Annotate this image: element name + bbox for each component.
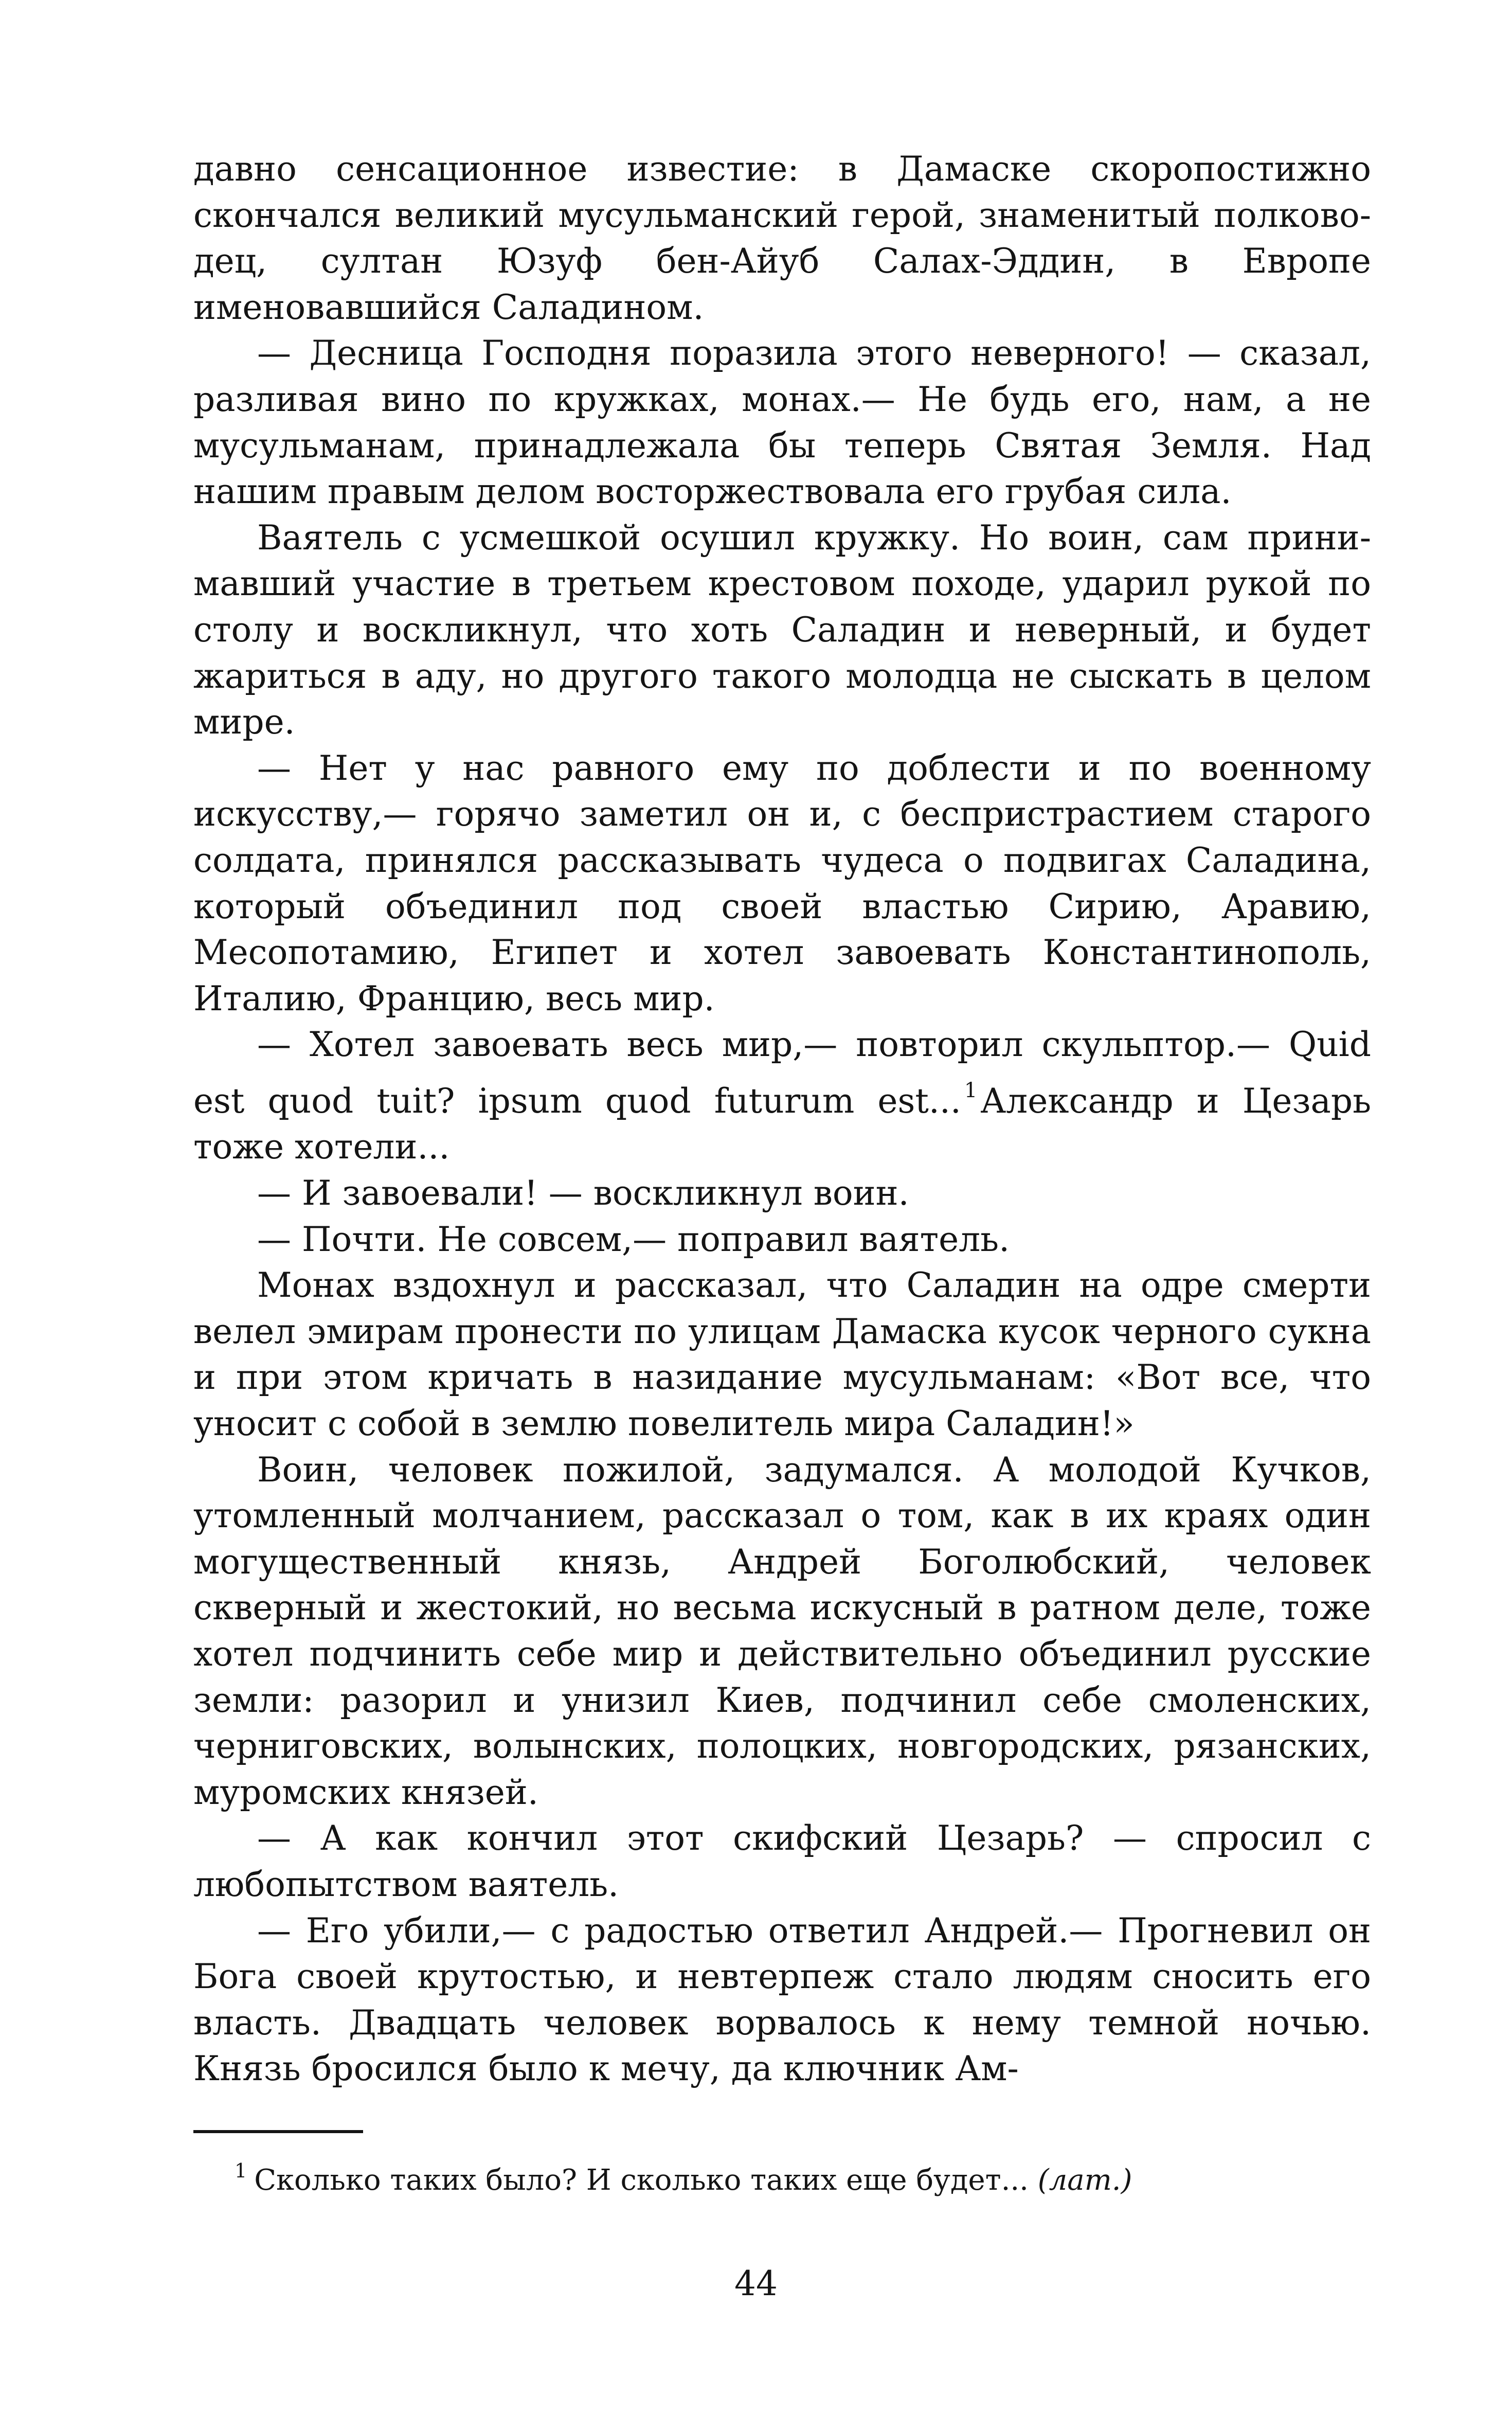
footnote — [193, 2151, 1371, 2200]
footnote-text: Сколько таких было? И сколько таких еще будет... — [254, 2163, 1029, 2197]
paragraph: Воин, человек пожилой, задумался. А молодой Кучков, утомленный молчанием, рассказал о том, как в их краях один могущественный князь, Андрей Боголюбский, человек скверный и жестокий, но весьма искусный в ратном деле, тоже хотел подчинить себе мир и действительно объединил русские земли: разорил и унизил Киев, подчинил себе смоленских, черниговских, волынских, полоцких, новгородских, рязанских, муромских князей. — [193, 1450, 1371, 1812]
paragraph: — А как кончил этот скифский Цезарь? — спросил с любопытством ваятель. — [193, 1818, 1371, 1904]
page-number: 44 — [734, 2264, 778, 2303]
footnote-divider — [193, 2130, 363, 2133]
paragraph: давно сенсационное известие: в Дамаске скоропостижно скончался великий мусульманский герой, знаменитый полководец, султан Юзуф бен-Айуб Салах-Эддин, в Европе именовавшийся Саладином. — [193, 149, 1371, 327]
footnote-language-note: (лат.) — [1037, 2163, 1132, 2197]
paragraph-with-footnote — [193, 1022, 1371, 1170]
paragraph: — Его убили,— с радостью ответил Андрей.— Прогневил он Бога своей крутостью, и невтерпеж стало людям сносить его власть. Двадцать человек ворвалось к нему темной ночью. Князь бросился было к мечу, да ключник Ам- — [193, 1910, 1371, 2089]
main-text — [193, 146, 1371, 2092]
paragraph: — Почти. Не совсем,— поправил ваятель. — [257, 1219, 1010, 1259]
footnote-marker: 1 — [235, 2159, 247, 2182]
paragraph: — И завоевали! — воскликнул воин. — [257, 1173, 909, 1213]
footnote-reference: 1 — [964, 1078, 978, 1102]
paragraph: — Нет у нас равного ему по доблести и по военному искусству,— горячо заметил он и, с беспристрастием старого солдата, принялся рассказывать чудеса о подвигах Саладина, который объединил под своей властью Сирию, Аравию, Месопотамию, Египет и хотел завоевать Константинополь, Италию, Францию, весь мир. — [193, 748, 1371, 1018]
paragraph: Ваятель с усмешкой осушил кружку. Но воин, сам принимавший участие в третьем крестовом походе, ударил рукой по столу и воскликнул, что хоть Саладин и неверный, и будет жариться в аду, но другого такого молодца не сыскать в целом мире. — [193, 517, 1371, 742]
paragraph: Монах вздохнул и рассказал, что Саладин на одре смерти велел эмирам пронести по улицам Дамаска кусок черного сукна и при этом кричать в назидание мусульманам: «Вот все, что уносит с собой в землю повелитель мира Саладин!» — [193, 1265, 1371, 1444]
quote-tail: Александр и Цезарь тоже хотели... — [193, 1081, 1371, 1167]
paragraph: — Десница Господня поразила этого неверного! — сказал, разливая вино по кружках, монах.— Не будь его, нам, а не мусульманам, принадлежала бы теперь Святая Земля. Над нашим правым делом восторжествовала его грубая сила. — [193, 333, 1371, 512]
quote-lead: — Хотел завоевать весь мир,— повторил скульптор.— Quid est quod tuit? ipsum quod futurum est... — [193, 1025, 1371, 1121]
